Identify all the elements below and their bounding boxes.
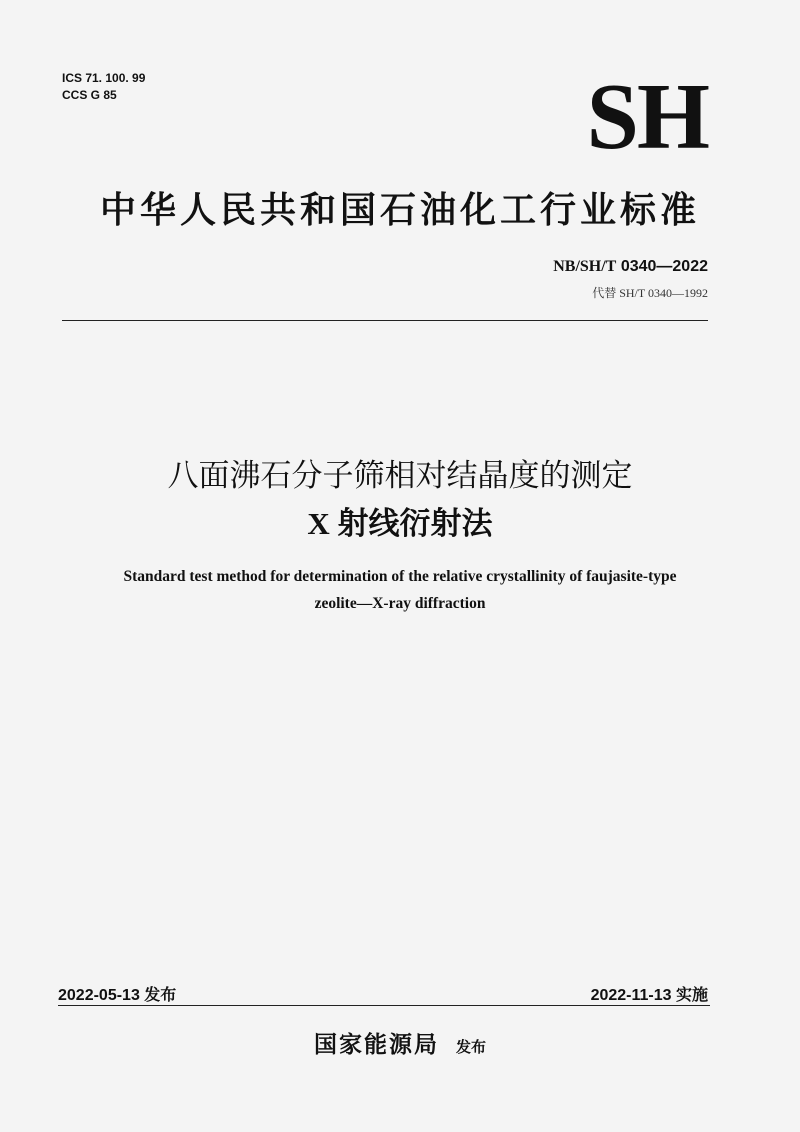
issuer-suffix: 发布 xyxy=(456,1038,487,1056)
english-title-line-2: zeolite—X-ray diffraction xyxy=(314,595,486,612)
chinese-title-line-1: 八面沸石分子筛相对结晶度的测定 xyxy=(167,458,633,494)
issuer-name: 国家能源局 xyxy=(313,1032,439,1058)
chinese-title xyxy=(0,452,800,548)
header-divider xyxy=(62,320,708,321)
classification-codes xyxy=(62,70,145,104)
issuer xyxy=(0,1026,800,1059)
standard-code: 0340—2022 xyxy=(620,258,708,275)
ccs-code: CCS G 85 xyxy=(62,88,117,102)
publish-date: 2022-05-13 发布 xyxy=(58,987,177,1004)
implementation-date: 2022-11-13 实施 xyxy=(590,987,708,1004)
english-title-line-1: Standard test method for determination of the relative crystallinity of faujasite-type xyxy=(123,568,677,585)
ics-code: ICS 71. 100. 99 xyxy=(62,71,146,85)
organization-title: 中华人民共和国石油化工行业标准 xyxy=(99,190,700,231)
replaces-standard: 代替 SH/T 0340—1992 xyxy=(592,286,708,300)
sh-logo: SH xyxy=(586,65,708,169)
chinese-title-line-2: X 射线衍射法 xyxy=(307,506,493,541)
english-title xyxy=(40,563,760,617)
standard-number xyxy=(553,258,708,276)
footer-divider xyxy=(58,1005,710,1006)
standard-prefix: NB/SH/T xyxy=(553,258,617,275)
